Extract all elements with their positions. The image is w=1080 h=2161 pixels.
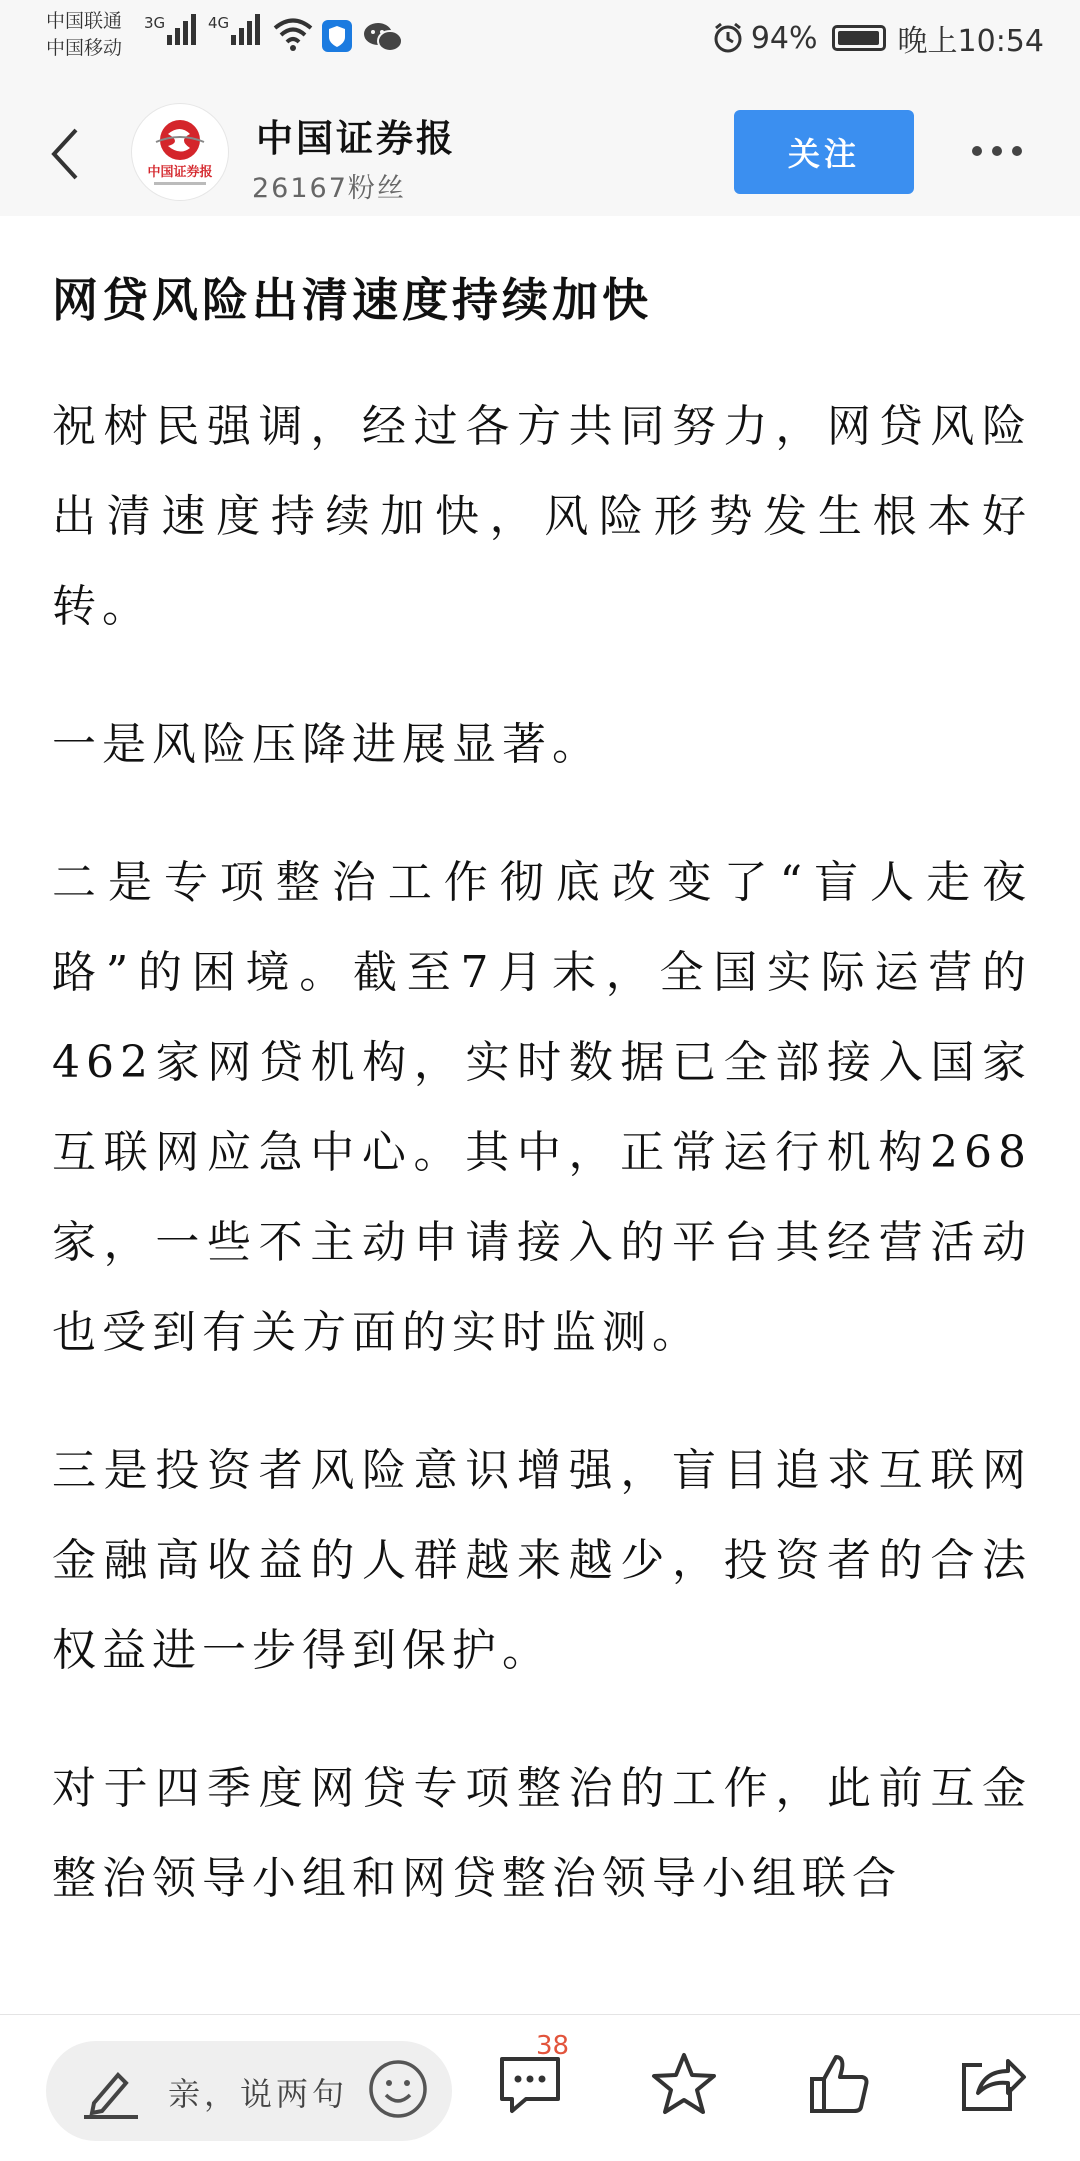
battery-percent: 94%: [750, 20, 818, 56]
article-paragraph: 三是投资者风险意识增强，盲目追求互联网金融高收益的人群越来越少，投资者的合法权益进一步得到保护。: [52, 1445, 1032, 1676]
clock: 晚上10:54: [897, 24, 1044, 59]
article-body: [52, 224, 1032, 2014]
comment-count-badge: 38: [536, 2031, 570, 2061]
article-paragraph: 祝树民强调，经过各方共同努力，网贷风险出清速度持续加快，风险形势发生根本好转。: [52, 401, 1032, 632]
pencil-icon: [80, 2063, 140, 2119]
security-app-icon: [322, 20, 352, 52]
article-paragraph: 二是专项整治工作彻底改变了“盲人走夜路”的困境。截至7月末，全国实际运营的462家网贷机构，实时数据已全部接入国家互联网应急中心。其中，正常运行机构268家，一些不主动申请接入的平台其经营活动也受到有关方面的实时监测。: [52, 857, 1032, 1358]
wechat-icon: [362, 20, 404, 54]
favorite-star-icon[interactable]: [650, 2051, 718, 2117]
article-paragraph: 对于四季度网贷专项整治的工作，此前互金整治领导小组和网贷整治领导小组联合: [52, 1763, 1032, 1904]
account-header: [0, 76, 1080, 216]
network-type-2: 4G: [208, 14, 230, 32]
like-thumb-icon[interactable]: [806, 2051, 872, 2117]
share-icon[interactable]: [958, 2051, 1028, 2117]
bottom-action-bar: [0, 2014, 1080, 2161]
status-right: [711, 16, 1044, 60]
back-arrow-icon[interactable]: [48, 126, 80, 182]
follow-button[interactable]: 关注: [734, 110, 914, 194]
alarm-icon: [711, 21, 745, 55]
carrier-2: 中国移动: [46, 37, 123, 59]
comment-placeholder: 亲，说两句: [168, 2075, 349, 2113]
more-options-icon[interactable]: [972, 146, 1022, 156]
logo-text: 中国证券报: [147, 165, 213, 180]
network-type-1: 3G: [144, 14, 166, 32]
carrier-labels: [46, 8, 122, 62]
signal-icon-2: [208, 14, 263, 45]
battery-icon: [832, 25, 886, 51]
wifi-icon: [272, 16, 314, 52]
emoji-icon[interactable]: [366, 2057, 430, 2121]
fan-count: 26167粉丝: [252, 173, 406, 204]
comment-input[interactable]: [46, 2041, 452, 2141]
account-logo[interactable]: [132, 104, 228, 200]
carrier-1: 中国联通: [46, 10, 123, 32]
signal-icon: [144, 14, 199, 45]
account-name[interactable]: 中国证券报: [256, 116, 456, 160]
article-paragraph: 一是风险压降进展显著。: [52, 719, 602, 770]
article-title: 网贷风险出清速度持续加快: [52, 273, 652, 327]
status-bar: [0, 0, 1080, 76]
